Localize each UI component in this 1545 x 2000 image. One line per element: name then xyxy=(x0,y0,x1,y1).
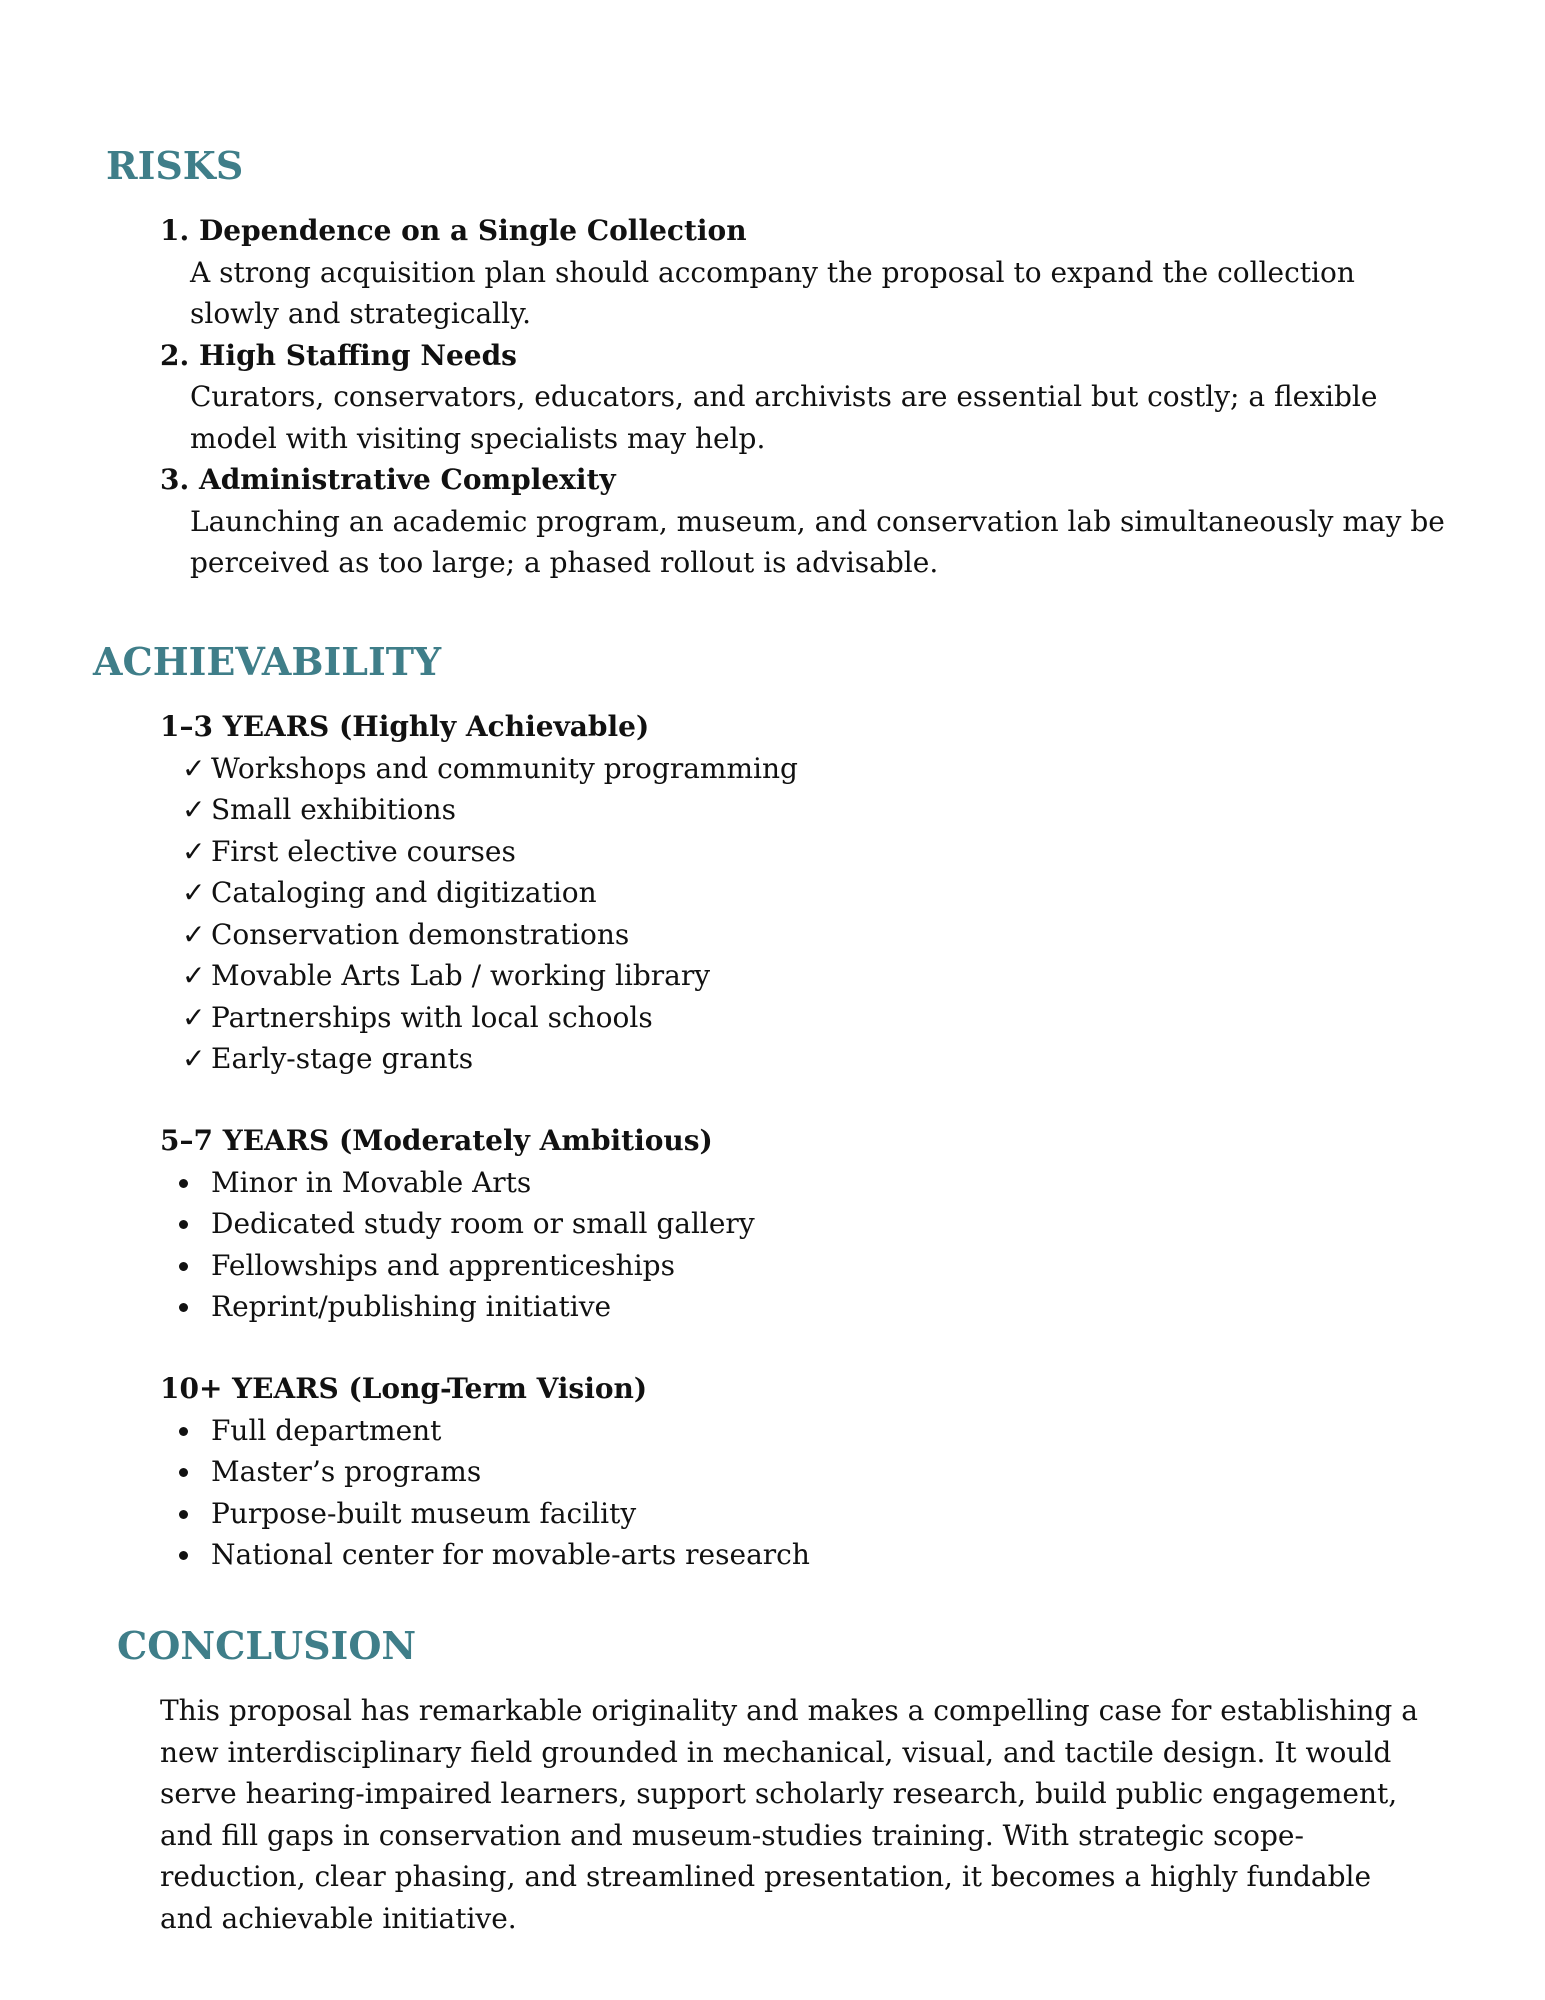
checkmark-icon: ✓ xyxy=(182,876,206,909)
risk-description: A strong acquisition plan should accompany the proposal to expand the collection slowly and strategically. xyxy=(190,255,1355,330)
bullet-list xyxy=(160,1410,1450,1576)
list-item: ✓ First elective courses xyxy=(160,831,1450,873)
bullet-icon xyxy=(179,1220,188,1229)
list-item: ✓ Partnerships with local schools xyxy=(160,997,1450,1039)
list-item: Dedicated study room or small gallery xyxy=(160,1203,1450,1245)
list-item: National center for movable-arts research xyxy=(160,1534,1450,1576)
tier-mid-term xyxy=(160,1120,1450,1328)
risks-list xyxy=(160,210,1450,584)
risk-title: 1. Dependence on a Single Collection xyxy=(160,214,747,247)
checkmark-icon: ✓ xyxy=(182,959,206,992)
checkmark-icon: ✓ xyxy=(182,1042,206,1075)
tier-short-term xyxy=(160,706,1450,1080)
list-item: Minor in Movable Arts xyxy=(160,1162,1450,1204)
bullet-icon xyxy=(179,1179,188,1188)
bullet-icon xyxy=(179,1551,188,1560)
conclusion-section xyxy=(160,1690,1430,1939)
conclusion-heading: CONCLUSION xyxy=(117,1623,417,1668)
risk-title: 2. High Staffing Needs xyxy=(160,338,517,372)
list-item: Full department xyxy=(160,1410,1450,1452)
list-item: Fellowships and apprenticeships xyxy=(160,1245,1450,1287)
list-item: ✓ Cataloging and digitization xyxy=(160,872,1450,914)
bullet-icon xyxy=(179,1262,188,1271)
conclusion-paragraph: This proposal has remarkable originality and makes a compelling case for establishing a new interdisciplinary field grounded in mechanical, visual, and tactile design. It would serve hearing-impaired learners, support scholarly research, build public engagement, and fill gaps in conservation and museum-studies training. With strategic scope-reduction, clear phasing, and streamlined presentation, it becomes a highly fundable and achievable initiative. xyxy=(160,1694,1418,1935)
risks-heading: RISKS xyxy=(106,143,244,188)
risk-item xyxy=(160,210,1450,335)
list-item: ✓ Movable Arts Lab / working library xyxy=(160,955,1450,997)
checklist xyxy=(160,748,1450,1080)
tier-title: 5–7 YEARS (Moderately Ambitious) xyxy=(160,1124,713,1157)
list-item: Purpose-built museum facility xyxy=(160,1493,1450,1535)
list-item: ✓ Workshops and community programming xyxy=(160,748,1450,790)
checkmark-icon: ✓ xyxy=(182,751,206,785)
bullet-icon xyxy=(179,1510,188,1519)
risk-description: Launching an academic program, museum, and conservation lab simultaneously may be perceived as too large; a phased rollout is advisable. xyxy=(190,504,1445,579)
list-item: Master’s programs xyxy=(160,1451,1450,1493)
checkmark-icon: ✓ xyxy=(182,793,206,826)
tier-title: 10+ YEARS (Long-Term Vision) xyxy=(160,1372,648,1405)
tier-long-term xyxy=(160,1368,1450,1576)
bullet-icon xyxy=(179,1468,188,1477)
risk-title: 3. Administrative Complexity xyxy=(160,463,616,496)
bullet-icon xyxy=(179,1427,188,1436)
tier-title: 1–3 YEARS (Highly Achievable) xyxy=(160,710,650,743)
list-item: Reprint/publishing initiative xyxy=(160,1286,1450,1328)
risk-description: Curators, conservators, educators, and archivists are essential but costly; a flexible model with visiting specialists may help. xyxy=(190,380,1378,455)
checkmark-icon: ✓ xyxy=(182,834,206,868)
list-item: ✓ Conservation demonstrations xyxy=(160,914,1450,956)
risk-item xyxy=(160,335,1450,460)
checkmark-icon: ✓ xyxy=(182,917,206,951)
bullet-icon xyxy=(179,1303,188,1312)
risk-item xyxy=(160,459,1450,584)
checkmark-icon: ✓ xyxy=(182,1000,206,1034)
list-item: ✓ Early-stage grants xyxy=(160,1038,1450,1080)
achievability-heading: ACHIEVABILITY xyxy=(93,639,442,684)
bullet-list xyxy=(160,1162,1450,1328)
list-item: ✓ Small exhibitions xyxy=(160,789,1450,831)
